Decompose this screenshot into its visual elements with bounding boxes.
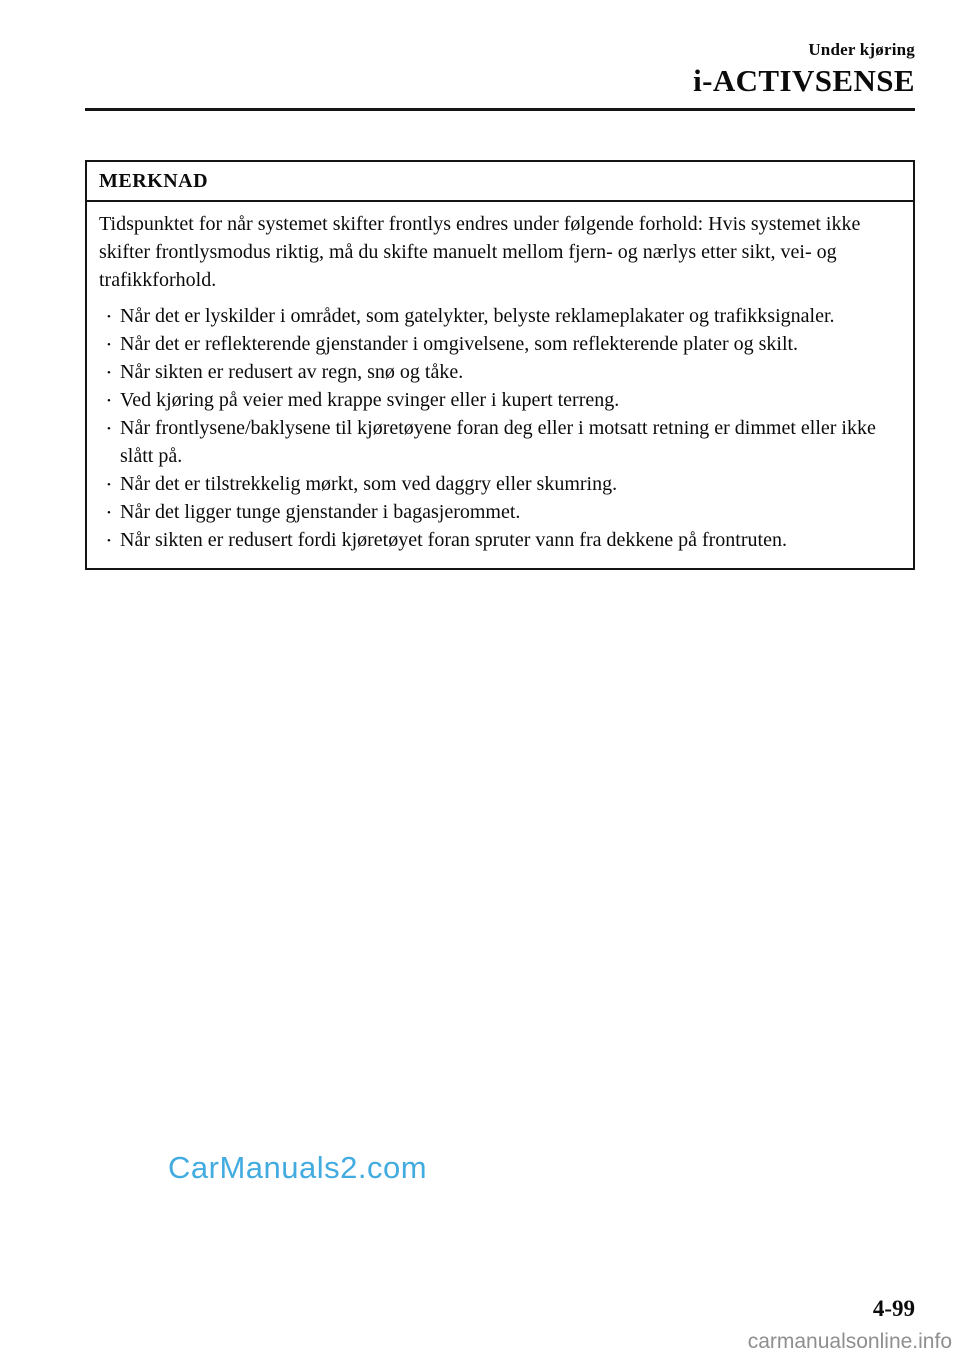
note-bullet-item: • Når sikten er redusert fordi kjøretøyet foran spruter vann fra dekkene på frontruten.	[107, 526, 899, 554]
watermark-carmanuals2: CarManuals2.com	[168, 1150, 428, 1185]
page-header	[85, 40, 915, 99]
note-bullet-item: • Når det er lyskilder i området, som gatelykter, belyste reklameplakater og trafikksignaler.	[107, 302, 899, 330]
note-title-row	[87, 162, 913, 202]
note-bullet-item: • Når frontlysene/baklysene til kjøretøyene foran deg eller i motsatt retning er dimmet eller ikke slått på.	[107, 414, 899, 470]
note-bullet-item: • Når sikten er redusert av regn, snø og tåke.	[107, 358, 899, 386]
watermark-carmanualsonline: carmanualsonline.info	[747, 1330, 952, 1353]
note-box	[85, 160, 915, 570]
note-bullet-item: • Når det ligger tunge gjenstander i bagasjerommet.	[107, 498, 899, 526]
note-bullet-list	[87, 302, 913, 554]
note-bullet-item: • Når det er tilstrekkelig mørkt, som ved daggry eller skumring.	[107, 470, 899, 498]
header-divider	[85, 108, 915, 111]
page-title: i-ACTIVSENSE	[693, 63, 915, 98]
section-eyebrow: Under kjøring	[808, 40, 915, 59]
note-bullet-item: • Når det er reflekterende gjenstander i omgivelsene, som reflekterende plater og skilt.	[107, 330, 899, 358]
note-title: MERKNAD	[99, 170, 209, 192]
note-bullet-item: • Ved kjøring på veier med krappe svinger eller i kupert terreng.	[107, 386, 899, 414]
note-body-paragraph: Tidspunktet for når systemet skifter frontlys endres under følgende forhold: Hvis systemet ikke skifter frontlysmodus riktig, må du skifte manuelt mellom fjern- og nærlys etter sikt, vei- og trafikkforhold.	[99, 213, 861, 291]
page-number: 4-99	[872, 1296, 915, 1321]
